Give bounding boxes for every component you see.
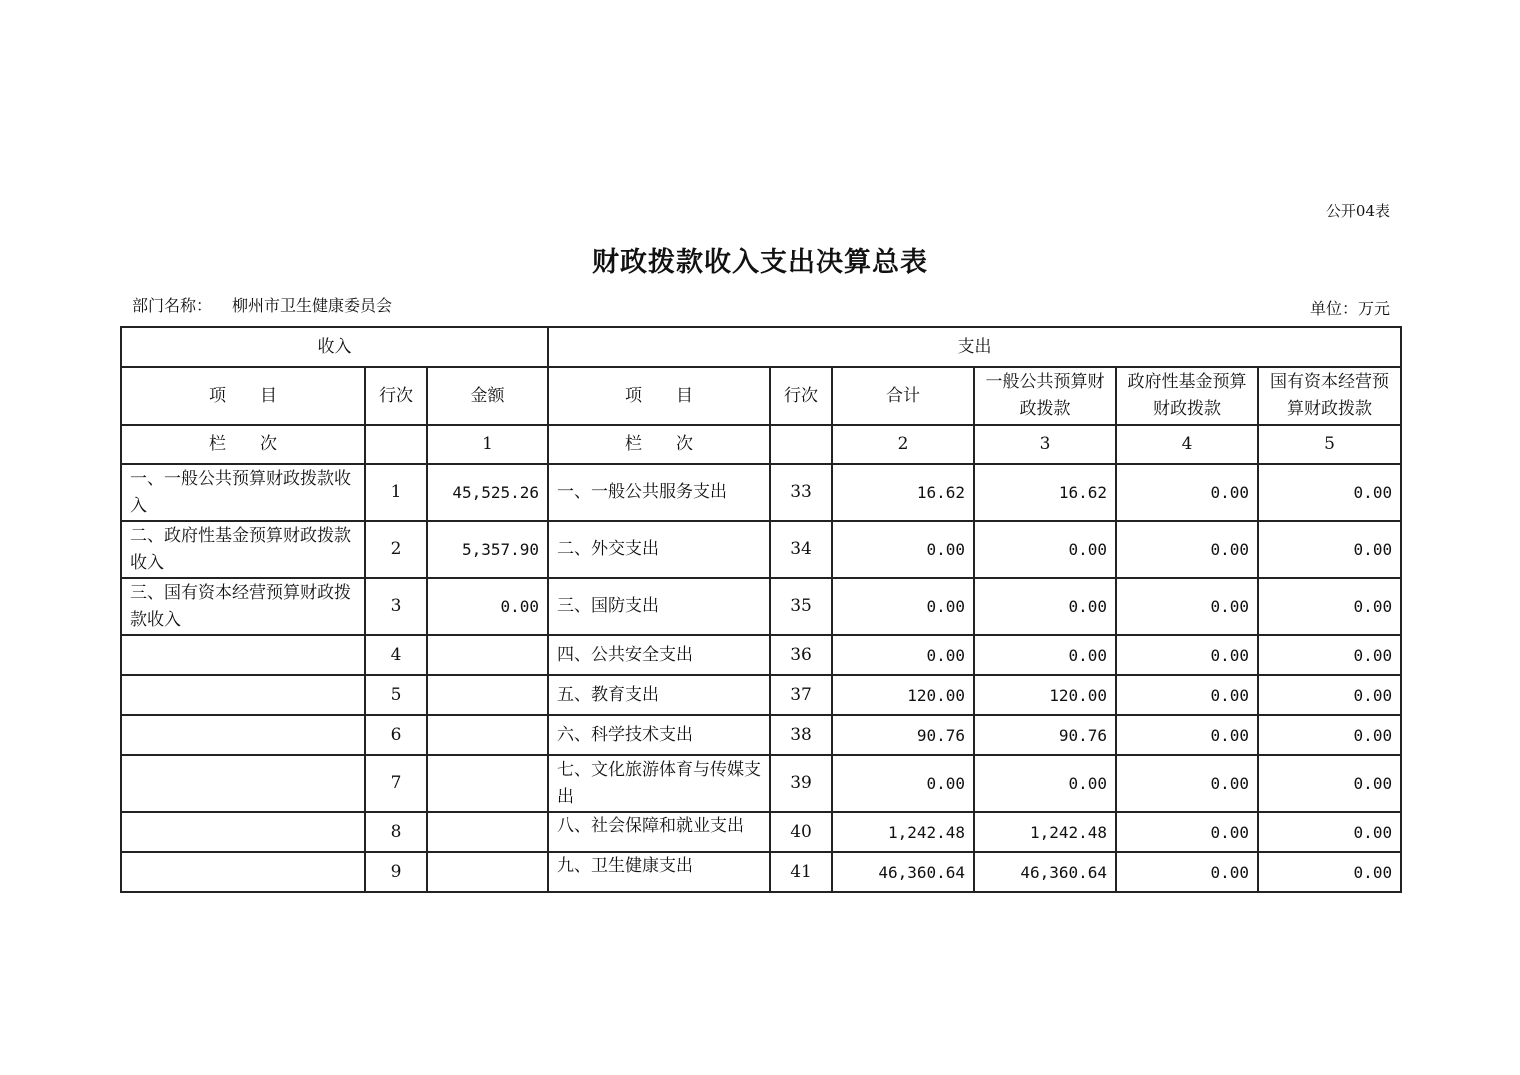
- total-amount: 46,360.64: [832, 852, 974, 892]
- gov-fund-amount: 0.00: [1116, 852, 1258, 892]
- column-no-4: 4: [1116, 425, 1258, 464]
- state-capital-amount: 0.00: [1258, 812, 1401, 852]
- expense-row-no: 33: [770, 464, 832, 521]
- form-number: 公开04表: [1325, 202, 1390, 220]
- expense-row-no: 36: [770, 635, 832, 675]
- income-amount: [427, 755, 548, 812]
- gov-fund-amount: 0.00: [1116, 578, 1258, 635]
- income-amount: [427, 675, 548, 715]
- total-amount: 0.00: [832, 521, 974, 578]
- income-item: [121, 715, 365, 755]
- total-amount: 90.76: [832, 715, 974, 755]
- general-budget-amount: 16.62: [974, 464, 1116, 521]
- general-budget-amount: 46,360.64: [974, 852, 1116, 892]
- income-amount: [427, 635, 548, 675]
- income-amount-header: 金额: [427, 367, 548, 425]
- total-amount: 120.00: [832, 675, 974, 715]
- expense-item-header: 项 目: [548, 367, 770, 425]
- empty-cell: [770, 425, 832, 464]
- state-capital-amount: 0.00: [1258, 635, 1401, 675]
- expense-item: 六、科学技术支出: [548, 715, 770, 755]
- income-amount: [427, 852, 548, 892]
- expense-row-no: 38: [770, 715, 832, 755]
- income-item: [121, 852, 365, 892]
- general-budget-amount: 0.00: [974, 755, 1116, 812]
- table-row: [121, 715, 1401, 755]
- state-capital-amount: 0.00: [1258, 521, 1401, 578]
- state-capital-amount: 0.00: [1258, 715, 1401, 755]
- income-column-no-label: 栏 次: [121, 425, 365, 464]
- general-budget-amount: 0.00: [974, 578, 1116, 635]
- income-row-no: 4: [365, 635, 427, 675]
- income-row-no: 9: [365, 852, 427, 892]
- income-item: 三、国有资本经营预算财政拨款收入: [121, 578, 365, 635]
- state-capital-amount: 0.00: [1258, 578, 1401, 635]
- gov-fund-amount: 0.00: [1116, 464, 1258, 521]
- expense-item: 九、卫生健康支出: [548, 852, 770, 892]
- income-row-no: 5: [365, 675, 427, 715]
- department-label: 部门名称：: [132, 296, 213, 315]
- column-number-row: [121, 425, 1401, 464]
- empty-cell: [365, 425, 427, 464]
- summary-table: [120, 326, 1402, 893]
- total-amount: 1,242.48: [832, 812, 974, 852]
- expense-row-no: 41: [770, 852, 832, 892]
- gov-fund-amount: 0.00: [1116, 812, 1258, 852]
- income-amount: 0.00: [427, 578, 548, 635]
- table-row: [121, 521, 1401, 578]
- column-no-1: 1: [427, 425, 548, 464]
- unit-label: 单位：万元: [1309, 299, 1390, 318]
- income-item-header: 项 目: [121, 367, 365, 425]
- department-name: 柳州市卫生健康委员会: [232, 296, 393, 315]
- income-row-no: 7: [365, 755, 427, 812]
- header-row-sections: [121, 327, 1401, 367]
- expense-item: 五、教育支出: [548, 675, 770, 715]
- expense-row-no: 39: [770, 755, 832, 812]
- table-row: [121, 578, 1401, 635]
- general-budget-amount: 120.00: [974, 675, 1116, 715]
- income-item: [121, 635, 365, 675]
- income-row-no: 8: [365, 812, 427, 852]
- income-amount: [427, 812, 548, 852]
- general-budget-amount: 90.76: [974, 715, 1116, 755]
- income-item: [121, 675, 365, 715]
- expense-row-no: 40: [770, 812, 832, 852]
- expense-item: 二、外交支出: [548, 521, 770, 578]
- general-budget-header: 一般公共预算财政拨款: [974, 367, 1116, 425]
- expense-item: 一、一般公共服务支出: [548, 464, 770, 521]
- income-row-no-header: 行次: [365, 367, 427, 425]
- expense-item: 三、国防支出: [548, 578, 770, 635]
- income-row-no: 3: [365, 578, 427, 635]
- page-title: 财政拨款收入支出决算总表: [592, 247, 928, 278]
- expense-column-no-label: 栏 次: [548, 425, 770, 464]
- table-row: [121, 635, 1401, 675]
- state-capital-amount: 0.00: [1258, 464, 1401, 521]
- income-header: 收入: [121, 327, 548, 367]
- income-amount: 5,357.90: [427, 521, 548, 578]
- gov-fund-amount: 0.00: [1116, 715, 1258, 755]
- general-budget-amount: 0.00: [974, 635, 1116, 675]
- expense-item: 七、文化旅游体育与传媒支出: [548, 755, 770, 812]
- state-capital-amount: 0.00: [1258, 675, 1401, 715]
- expense-item: 八、社会保障和就业支出: [548, 812, 770, 852]
- income-row-no: 6: [365, 715, 427, 755]
- state-capital-header: 国有资本经营预算财政拨款: [1258, 367, 1401, 425]
- expense-item: 四、公共安全支出: [548, 635, 770, 675]
- gov-fund-amount: 0.00: [1116, 521, 1258, 578]
- column-no-3: 3: [974, 425, 1116, 464]
- expense-row-no: 35: [770, 578, 832, 635]
- state-capital-amount: 0.00: [1258, 755, 1401, 812]
- table-row: [121, 464, 1401, 521]
- table-row: [121, 675, 1401, 715]
- gov-fund-amount: 0.00: [1116, 675, 1258, 715]
- table-row: [121, 812, 1401, 852]
- expense-row-no: 37: [770, 675, 832, 715]
- gov-fund-header: 政府性基金预算财政拨款: [1116, 367, 1258, 425]
- income-row-no: 2: [365, 521, 427, 578]
- column-no-5: 5: [1258, 425, 1401, 464]
- total-header: 合计: [832, 367, 974, 425]
- income-amount: 45,525.26: [427, 464, 548, 521]
- state-capital-amount: 0.00: [1258, 852, 1401, 892]
- gov-fund-amount: 0.00: [1116, 755, 1258, 812]
- total-amount: 0.00: [832, 578, 974, 635]
- department-line: [132, 293, 392, 316]
- income-item: 一、一般公共预算财政拨款收入: [121, 464, 365, 521]
- general-budget-amount: 1,242.48: [974, 812, 1116, 852]
- table-row: [121, 755, 1401, 812]
- total-amount: 0.00: [832, 755, 974, 812]
- expense-row-no: 34: [770, 521, 832, 578]
- expense-header: 支出: [548, 327, 1401, 367]
- income-item: 二、政府性基金预算财政拨款收入: [121, 521, 365, 578]
- total-amount: 16.62: [832, 464, 974, 521]
- income-item: [121, 812, 365, 852]
- header-row-columns: [121, 367, 1401, 425]
- income-amount: [427, 715, 548, 755]
- table-row: [121, 852, 1401, 892]
- general-budget-amount: 0.00: [974, 521, 1116, 578]
- column-no-2: 2: [832, 425, 974, 464]
- gov-fund-amount: 0.00: [1116, 635, 1258, 675]
- income-item: [121, 755, 365, 812]
- total-amount: 0.00: [832, 635, 974, 675]
- income-row-no: 1: [365, 464, 427, 521]
- expense-row-no-header: 行次: [770, 367, 832, 425]
